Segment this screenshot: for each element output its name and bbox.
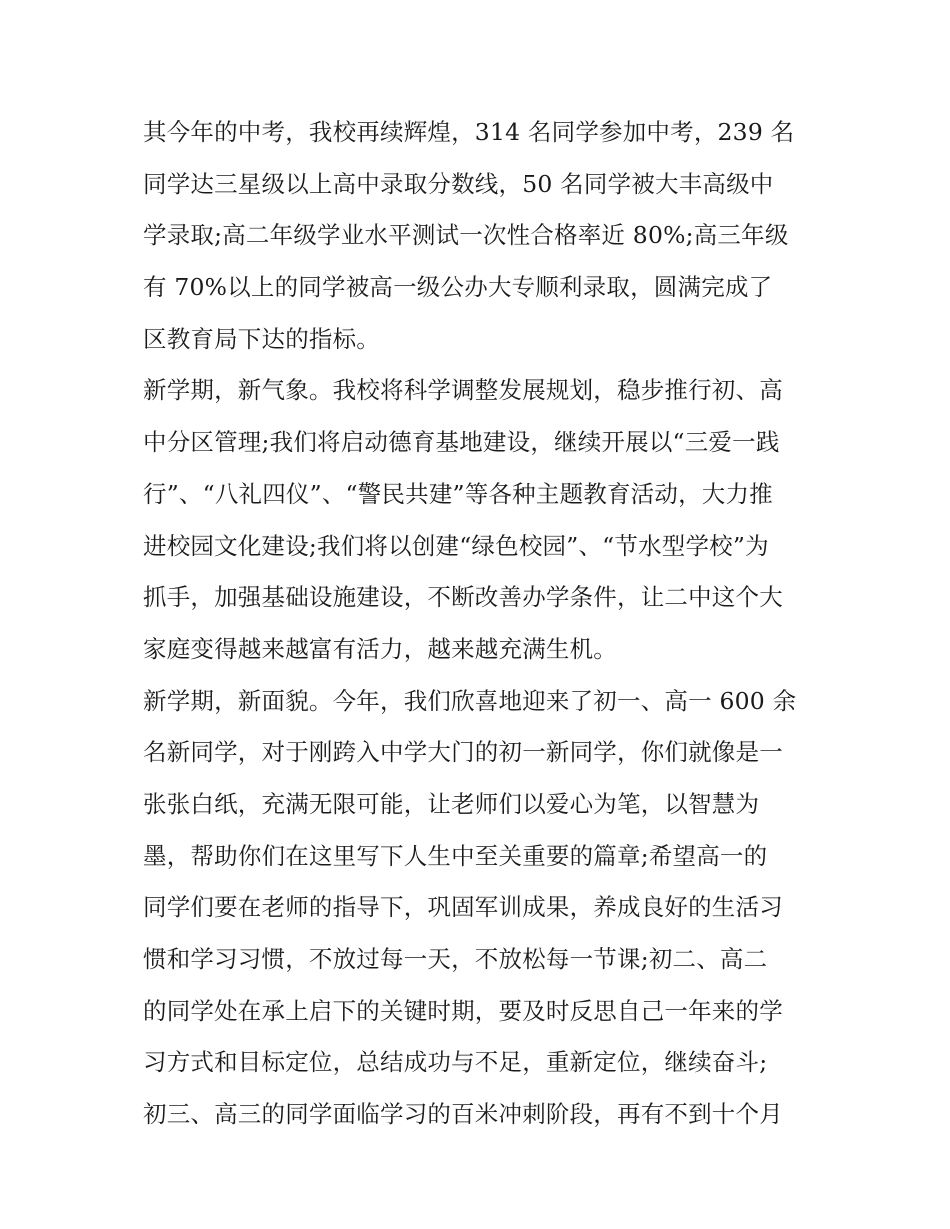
text-line: 同学达三星级以上高中录取分数线，50 名同学被大丰高级中 <box>143 169 774 198</box>
text-line: 新学期，新气象。我校将科学调整发展规划，稳步推行初、高 <box>143 376 783 405</box>
text-line: 新学期，新面貌。今年，我们欣喜地迎来了初一、高一 600 余 <box>143 686 797 715</box>
text-line: 区教育局下达的指标。 <box>143 324 380 353</box>
text-line: 惯和学习习惯，不放过每一天，不放松每一节课;初二、高二 <box>143 945 768 973</box>
text-line: 墨，帮助你们在这里写下人生中至关重要的篇章;希望高一的 <box>143 841 768 870</box>
text-line: 进校园文化建设;我们将以创建“绿色校园”、“节水型学校”为 <box>143 531 769 560</box>
paragraph-new-look <box>143 676 833 1141</box>
text-line: 同学们要在老师的指导下，巩固军训成果，养成良好的生活习 <box>143 893 783 922</box>
text-line: 有 70%以上的同学被高一级公办大专顺利录取，圆满完成了 <box>143 273 773 302</box>
text-line: 学录取;高二年级学业水平测试一次性合格率近 80%;高三年级 <box>143 221 789 250</box>
paragraph-new-atmosphere <box>143 365 833 675</box>
text-line: 家庭变得越来越富有活力，越来越充满生机。 <box>143 634 617 663</box>
text-line: 初三、高三的同学面临学习的百米冲刺阶段，再有不到十个月 <box>143 1100 783 1129</box>
text-line: 张张白纸，充满无限可能，让老师们以爱心为笔，以智慧为 <box>143 789 760 818</box>
text-line: 行”、“八礼四仪”、“警民共建”等各种主题教育活动，大力推 <box>143 479 773 508</box>
text-line: 习方式和目标定位，总结成功与不足，重新定位，继续奋斗; <box>143 1048 768 1077</box>
text-line: 抓手，加强基础设施建设，不断改善办学条件，让二中这个大 <box>143 583 783 612</box>
text-line: 其今年的中考，我校再续辉煌，314 名同学参加中考，239 名 <box>143 118 795 146</box>
paragraph-exam-results <box>143 107 833 365</box>
text-line: 名新同学，对于刚跨入中学大门的初一新同学，你们就像是一 <box>143 738 783 767</box>
document-body <box>143 107 833 1141</box>
text-line: 中分区管理;我们将启动德育基地建设，继续开展以“三爱一践 <box>143 428 780 457</box>
text-line: 的同学处在承上启下的关键时期，要及时反思自己一年来的学 <box>143 996 783 1025</box>
